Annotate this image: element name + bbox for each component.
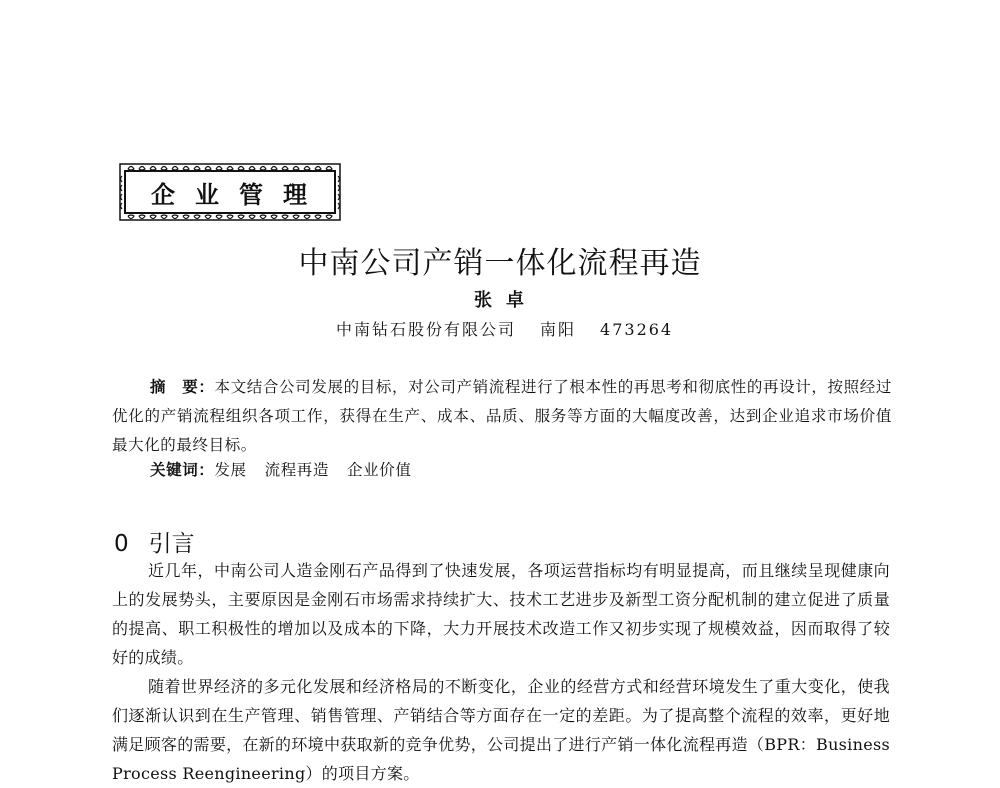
paper-title: 中南公司产销一体化流程再造 [298, 246, 702, 281]
keyword: 流程再造 [264, 461, 330, 479]
section-badge-label: 企业管理 [151, 180, 327, 209]
affiliation-postcode: 473264 [600, 320, 674, 339]
keyword: 企业价值 [347, 461, 412, 479]
section-badge [116, 160, 344, 224]
keywords-label: 关键词： [150, 461, 215, 479]
keywords [150, 458, 429, 480]
affiliation [336, 317, 673, 340]
author-name: 张卓 [474, 290, 538, 311]
abstract-text: 本文结合公司发展的目标，对公司产销流程进行了根本性的再思考和彻底性的再设计，按照经过优化的产销流程组织各项工作，获得在生产、成本、品质、服务等方面的大幅度改善，达到企业追求市场价值最大化的最终目标。 [112, 378, 893, 454]
body-paragraph: 随着世界经济的多元化发展和经济格局的不断变化，企业的经营方式和经营环境发生了重大变化，使我们逐渐认识到在生产管理、销售管理、产销结合等方面存在一定的差距。为了提高整个流程的效率，更好地满足顾客的需要，在新的环境中获取新的竞争优势，公司提出了进行产销一体化流程再造（BPR：Business Process Reengineering）的项目方案。 [112, 677, 890, 783]
abstract [112, 373, 892, 460]
section-number: 0 [114, 531, 129, 557]
abstract-label: 摘 要： [150, 378, 215, 396]
affiliation-city: 南阳 [540, 320, 577, 339]
section-heading [114, 525, 195, 558]
affiliation-org: 中南钻石股份有限公司 [336, 320, 517, 339]
body-paragraph: 近几年，中南公司人造金刚石产品得到了快速发展，各项运营指标均有明显提高，而且继续呈现健康向上的发展势头，主要原因是金刚石市场需求持续扩大、技术工艺进步及新型工资分配机制的建立促进了质量的提高、职工积极性的增加以及成本的下降，大力开展技术改造工作又初步实现了规模效益，因而取得了较好的成绩。 [112, 561, 890, 667]
keyword: 发展 [214, 461, 247, 479]
section-title: 引言 [148, 531, 195, 557]
